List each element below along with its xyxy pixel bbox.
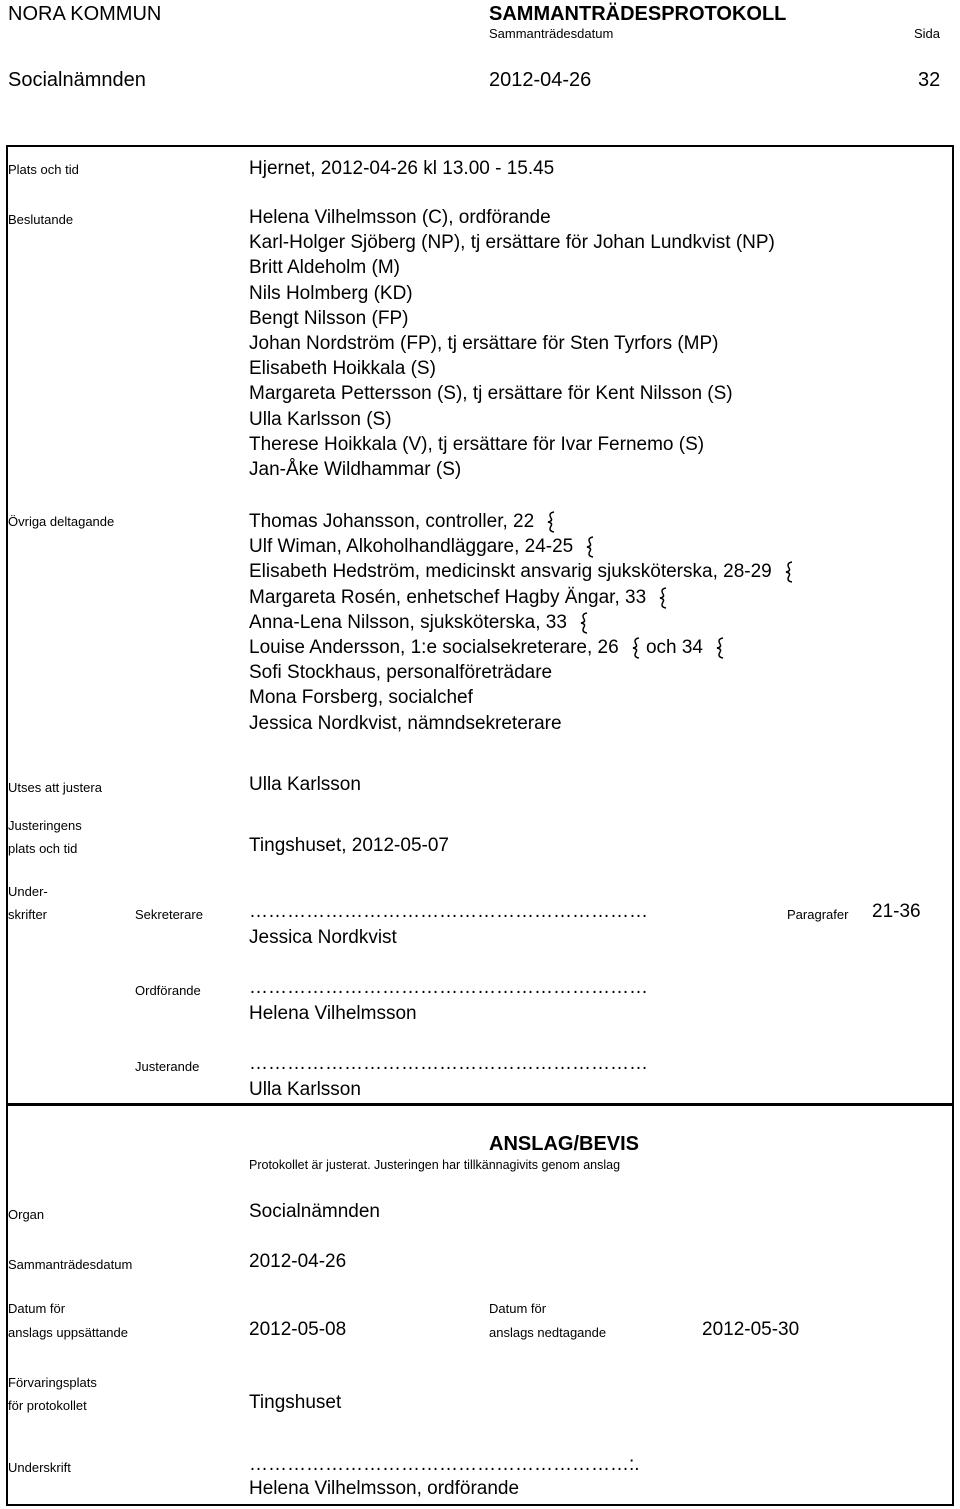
chair-label: Ordförande [135,983,201,998]
meeting-date: 2012-04-26 [489,69,592,91]
storage-label-line1: Förvaringsplats [8,1375,97,1390]
deciding-member: Ulla Karlsson (S) [249,408,392,430]
deciding-member: Britt Aldeholm (M) [249,257,400,279]
section-brace-icon [631,637,641,659]
other-participant: Elisabeth Hedström, medicinskt ansvarig sjuksköterska, 28-29 [249,559,794,584]
other-participant: Thomas Johansson, controller, 22 [249,509,794,534]
notice-signature-name: Helena Vilhelmsson, ordförande [249,1478,520,1499]
place-time-label: Plats och tid [8,162,79,177]
adjust-place-label-line1: Justeringens [8,818,82,833]
section-brace-icon [715,637,725,659]
removed-label-line1: Datum för [489,1301,547,1316]
adjuster-label: Justerande [135,1059,200,1074]
section-brace-icon [585,536,595,558]
removed-label-line2: anslags nedtagande [489,1325,607,1340]
deciding-member: Elisabeth Hoikkala (S) [249,358,436,380]
storage-value: Tingshuset [249,1392,342,1413]
organ-label: Organ [8,1207,45,1222]
other-participant: Louise Andersson, 1:e socialsekreterare, 26 och 34 [249,635,794,660]
other-participant: Sofi Stockhaus, personalföreträdare [249,662,553,684]
notice-signature-line: ……………………………………………………:. [249,1454,640,1475]
adjuster-name: Ulla Karlsson [249,774,361,795]
adjuster-signature-line: ……………………………………………………… [249,1053,648,1074]
adjust-label: Utses att justera [8,780,102,795]
removed-date: 2012-05-30 [702,1319,800,1340]
secretary-label: Sekreterare [135,907,203,922]
notice-signature-label: Underskrift [8,1460,71,1475]
deciding-member: Therese Hoikkala (V), tj ersättare för Ivar Fernemo (S) [249,433,705,455]
other-participant: Jessica Nordkvist, nämndsekreterare [249,712,562,734]
deciding-member: Margareta Pettersson (S), tj ersättare för Kent Nilsson (S) [249,383,733,405]
secretary-signature-line: ……………………………………………………… [249,901,648,922]
notice-title: ANSLAG/BEVIS [489,1133,640,1155]
section-brace-icon [784,561,794,583]
others-label: Övriga deltagande [8,514,115,529]
adjust-place-label-line2: plats och tid [8,841,78,856]
section-brace-icon [658,587,668,609]
posted-label-line1: Datum för [8,1301,66,1316]
notice-meeting-date: 2012-04-26 [249,1251,347,1272]
signatures-label-line2: skrifter [8,907,47,922]
page-header-label: Sida [914,26,941,41]
posted-label-line2: anslags uppsättande [8,1325,128,1340]
deciding-member: Helena Vilhelmsson (C), ordförande [249,207,551,228]
paragraphs-value: 21-36 [872,901,921,922]
notice-meeting-date-label: Sammanträdesdatum [8,1257,133,1272]
chair-signature-line: ……………………………………………………… [249,977,648,998]
municipality-name: NORA KOMMUN [8,3,162,25]
committee-name: Socialnämnden [8,69,146,91]
other-participant: Ulf Wiman, Alkoholhandläggare, 24-25 [249,534,794,559]
secretary-name: Jessica Nordkvist [249,927,397,948]
paragraphs-label: Paragrafer [787,907,849,922]
organ-value: Socialnämnden [249,1201,380,1222]
storage-label-line2: för protokollet [8,1398,87,1413]
deciding-member: Nils Holmberg (KD) [249,282,413,304]
adjuster-signature-name: Ulla Karlsson [249,1079,361,1100]
deciding-member: Jan-Åke Wildhammar (S) [249,458,462,480]
notice-statement: Protokollet är justerat. Justeringen har tillkännagivits genom anslag [249,1158,621,1172]
deciding-label: Beslutande [8,212,74,227]
other-participant: Mona Forsberg, socialchef [249,687,473,709]
chair-name: Helena Vilhelmsson [249,1003,417,1024]
posted-date: 2012-05-08 [249,1319,347,1340]
place-time-value: Hjernet, 2012-04-26 kl 13.00 - 15.45 [249,158,555,179]
section-brace-icon [579,612,589,634]
others-list [249,509,794,736]
other-participant: Margareta Rosén, enhetschef Hagby Ängar, 33 [249,585,794,610]
deciding-list [249,205,775,482]
deciding-member: Johan Nordström (FP), tj ersättare för Sten Tyrfors (MP) [249,332,719,354]
signatures-label-line1: Under- [8,884,48,899]
deciding-member: Karl-Holger Sjöberg (NP), tj ersättare för Johan Lundkvist (NP) [249,232,775,254]
adjust-place-value: Tingshuset, 2012-05-07 [249,835,449,856]
document-title: SAMMANTRÄDESPROTOKOLL [489,3,787,25]
section-brace-icon [546,511,556,533]
other-participant: Anna-Lena Nilsson, sjuksköterska, 33 [249,610,794,635]
date-header-label: Sammanträdesdatum [489,26,614,41]
page-number: 32 [918,69,941,91]
deciding-member: Bengt Nilsson (FP) [249,307,409,329]
